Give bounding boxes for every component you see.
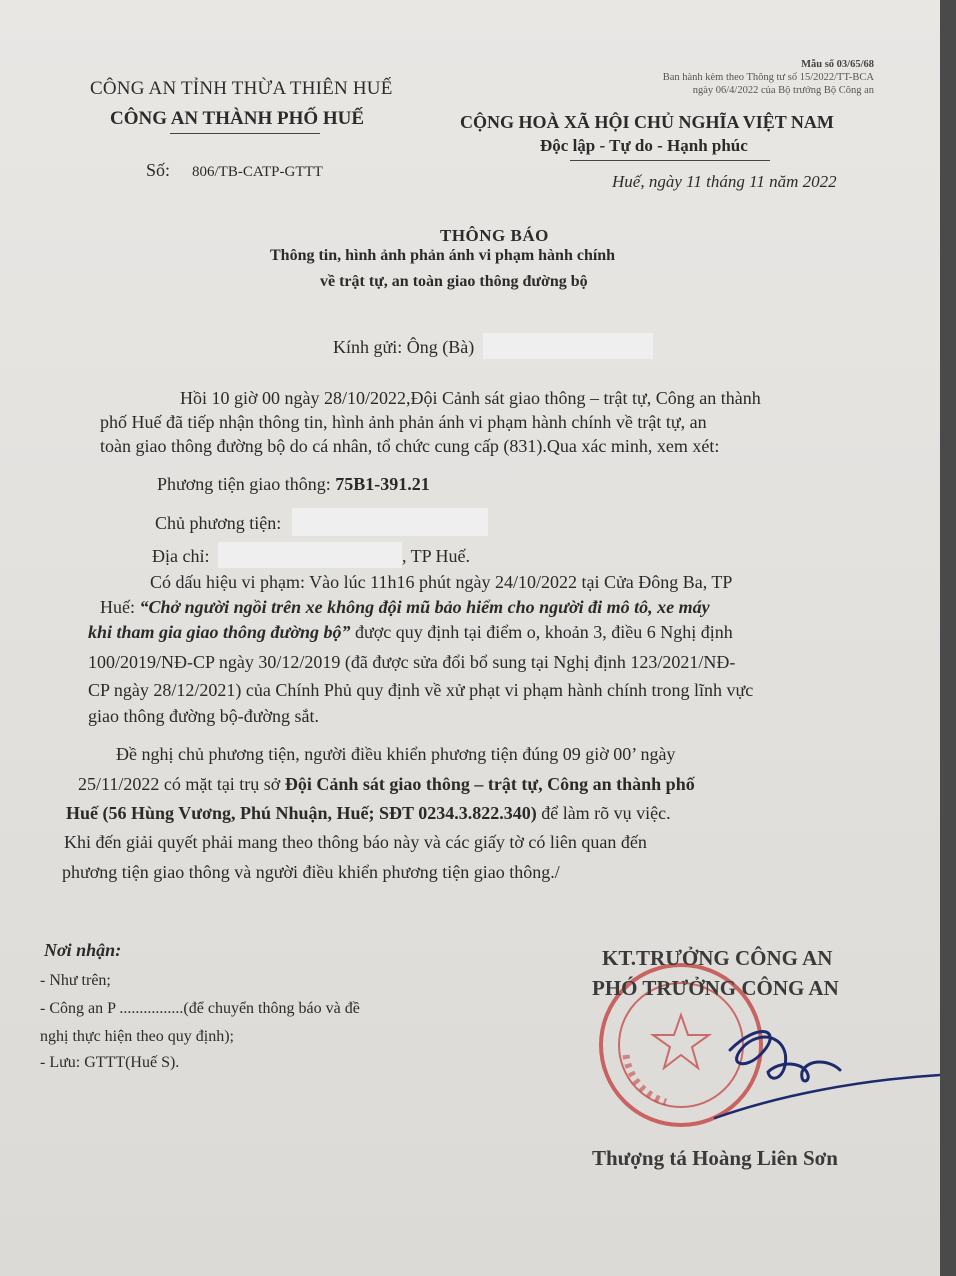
- recipient-1: - Như trên;: [40, 972, 111, 989]
- address-suffix: , TP Huế.: [401, 546, 470, 566]
- request-purpose: để làm rõ vụ việc.: [541, 803, 671, 823]
- paragraph-1-line-3: toàn giao thông đường bộ do cá nhân, tổ chức cung cấp (831).Qua xác minh, xem xét:: [100, 436, 720, 456]
- owner-line: [155, 508, 488, 536]
- recipients-title: Nơi nhận:: [44, 940, 122, 960]
- notice-subtitle-1: Thông tin, hình ảnh phản ánh vi phạm hành chính: [270, 247, 616, 264]
- owner-label: Chủ phương tiện:: [155, 513, 282, 533]
- violation-legal-basis: được quy định tại điểm o, khoản 3, điều 6 Nghị định: [355, 622, 733, 642]
- redacted-address: [218, 542, 402, 568]
- notice-subtitle-2: về trật tự, an toàn giao thông đường bộ: [320, 273, 588, 290]
- request-line-2: [78, 774, 695, 795]
- recipient-archive: - Lưu: GTTT(Huế S).: [40, 1054, 180, 1071]
- form-issued-date-line: ngày 06/4/2022 của Bộ trưởng Bộ Công an: [692, 85, 874, 96]
- motto: Độc lập - Tự do - Hạnh phúc: [540, 136, 748, 155]
- nation-title: CỘNG HOÀ XÃ HỘI CHỦ NGHĨA VIỆT NAM: [460, 112, 834, 132]
- violation-line-1: Có dấu hiệu vi phạm: Vào lúc 11h16 phút ngày 24/10/2022 tại Cửa Đông Ba, TP: [150, 572, 733, 592]
- form-code-block: [574, 58, 874, 97]
- violation-description-2: khi tham gia giao thông đường bộ”: [88, 622, 351, 642]
- redacted-owner-name: [292, 508, 488, 536]
- violation-line-6: giao thông đường bộ-đường sắt.: [88, 706, 320, 726]
- signature-title-2: PHÓ TRƯỞNG CÔNG AN: [592, 976, 839, 1000]
- agency-parent: CÔNG AN TỈNH THỪA THIÊN HUẾ: [90, 78, 393, 99]
- request-line-4: Khi đến giải quyết phải mang theo thông báo này và các giấy tờ có liên quan đến: [64, 832, 647, 852]
- document-number-value: 806/TB-CATP-GTTT: [192, 164, 323, 180]
- document-number: [146, 160, 323, 181]
- request-office: Đội Cảnh sát giao thông – trật tự, Công an thành phố: [284, 774, 695, 794]
- recipient-2: - Công an P ................(để chuyển thông báo và đề: [40, 1000, 360, 1017]
- agency-name: CÔNG AN THÀNH PHỐ HUẾ: [110, 108, 365, 129]
- notice-title: THÔNG BÁO: [440, 226, 549, 245]
- request-date: 25/11/2022 có mặt tại trụ sở: [78, 774, 281, 794]
- violation-line-3: [88, 622, 733, 643]
- violation-place-suffix: Huế:: [100, 597, 135, 617]
- motto-underline: [570, 160, 770, 161]
- address-label: Địa chỉ:: [152, 546, 210, 566]
- form-code: Mẫu số 03/65/68: [801, 59, 874, 70]
- redacted-recipient-name: [483, 333, 653, 359]
- address-line: [152, 542, 470, 568]
- salutation: [333, 333, 653, 359]
- scan-edge: [940, 0, 956, 1276]
- vehicle-line: [157, 474, 430, 495]
- vehicle-label: Phương tiện giao thông:: [157, 474, 331, 494]
- request-line-1: Đề nghị chủ phương tiện, người điều khiển phương tiện đúng 09 giờ 00’ ngày: [116, 744, 676, 764]
- violation-line-4: 100/2019/NĐ-CP ngày 30/12/2019 (đã được sửa đổi bổ sung tại Nghị định 123/2021/NĐ-: [88, 652, 736, 672]
- salutation-text: Kính gửi: Ông (Bà): [333, 337, 475, 357]
- violation-description-1: “Chở người ngồi trên xe không đội mũ bảo hiểm cho người đi mô tô, xe máy: [139, 597, 710, 617]
- handwritten-signature: [690, 1000, 940, 1130]
- request-line-5: phương tiện giao thông và người điều khiển phương tiện giao thông./: [62, 862, 560, 882]
- recipient-2-cont: nghị thực hiện theo quy định);: [40, 1028, 234, 1045]
- form-issued-line: Ban hành kèm theo Thông tư số 15/2022/TT-BCA: [662, 72, 874, 83]
- agency-underline: [170, 133, 320, 134]
- signature-title-1: KT.TRƯỞNG CÔNG AN: [602, 946, 833, 970]
- request-line-3: [66, 803, 671, 824]
- violation-line-5: CP ngày 28/12/2021) của Chính Phủ quy định về xử phạt vi phạm hành chính trong lĩnh vực: [88, 680, 754, 700]
- paragraph-1-line-1: Hồi 10 giờ 00 ngày 28/10/2022,Đội Cảnh sát giao thông – trật tự, Công an thành: [180, 388, 761, 408]
- vehicle-plate: 75B1-391.21: [335, 474, 430, 494]
- signer-name: Thượng tá Hoàng Liên Sơn: [592, 1146, 838, 1170]
- paragraph-1-line-2: phố Huế đã tiếp nhận thông tin, hình ảnh phản ánh vi phạm hành chính về trật tự, an: [100, 412, 707, 432]
- place-date: Huế, ngày 11 tháng 11 năm 2022: [612, 172, 837, 191]
- violation-line-2: [100, 597, 710, 618]
- document-number-label: Số:: [146, 160, 171, 180]
- request-office-address: Huế (56 Hùng Vương, Phú Nhuận, Huế; SĐT 0234.3.822.340): [66, 803, 537, 823]
